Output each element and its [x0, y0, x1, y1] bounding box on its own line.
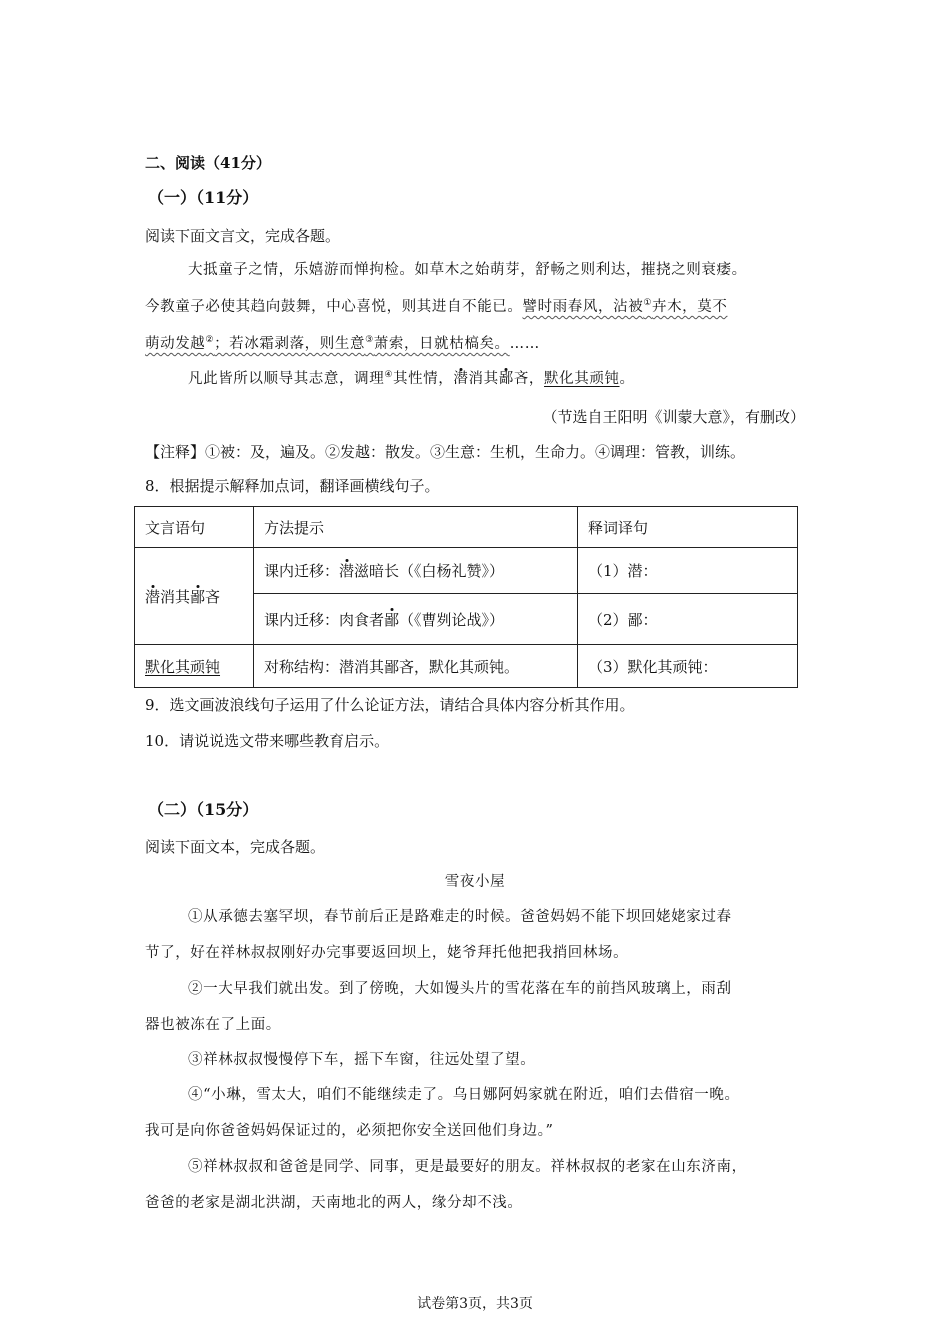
story-paragraph-4a: ④“小琳，雪太大，咱们不能继续走了。乌日娜阿妈家就在附近，咱们去借宿一晚。	[188, 1087, 740, 1103]
story-paragraph-2a: ②一大早我们就出发。到了傍晚，大如馒头片的雪花落在车的前挡风玻璃上，雨刮	[188, 981, 732, 997]
classical-text-line-2	[145, 296, 727, 318]
underlined-sentence: 默化其顽钝	[544, 371, 620, 387]
answer-cell: （3）默化其顽钝：	[578, 645, 798, 688]
annotation-notes: 【注释】①被：及，遍及。②发越：散发。③生意：生机，生命力。④调理：管教，训练。	[145, 443, 746, 461]
sentence-cell: 潜消其鄙吝	[135, 548, 254, 645]
part2-instruction: 阅读下面文本，完成各题。	[145, 838, 326, 856]
table-header-row	[135, 507, 798, 548]
story-paragraph-2b: 器也被冻在了上面。	[145, 1017, 281, 1033]
story-paragraph-1a: ①从承德去塞罕坝，春节前后正是路难走的时候。爸爸妈妈不能下坝回姥姥家过春	[188, 909, 732, 925]
classical-text-line-1: 大抵童子之情，乐嬉游而惮拘检。如草木之始萌芽，舒畅之则利达，摧挠之则衰痿。	[188, 262, 747, 278]
note-mark-3: ③	[365, 335, 374, 346]
dotted-char-qian: 潜	[453, 371, 469, 387]
story-paragraph-1b: 节了，好在祥林叔叔刚好办完事要返回坝上，姥爷拜托他把我捎回林场。	[145, 945, 629, 961]
classical-text-line-3: 萌动发越②；若冰霜剥落，则生意③萧索，日就枯槁矣。……	[145, 335, 540, 352]
answer-cell: （1）潜：	[578, 548, 798, 594]
hint-cell: 对称结构：潜消其鄙吝，默化其顽钝。	[254, 645, 578, 688]
source-citation: （节选自王阳明《训蒙大意》，有删改）	[542, 408, 805, 426]
classical-text-line-4: 凡此皆所以顺导其志意，调理④其性情，潜消其鄙吝，默化其顽钝。	[188, 370, 635, 387]
note-mark-1: ①	[643, 298, 652, 309]
story-paragraph-3: ③祥林叔叔慢慢停下车，摇下车窗，往远处望了望。	[188, 1052, 536, 1068]
question-10: 10．请说说选文带来哪些教育启示。	[145, 732, 390, 750]
dotted-char-bi: 鄙	[498, 371, 514, 387]
part2-title: （二）（15分）	[148, 800, 259, 819]
part1-instruction: 阅读下面文言文，完成各题。	[145, 227, 341, 245]
header-cell: 方法提示	[254, 507, 578, 548]
story-paragraph-5b: 爸爸的老家是湖北洪湖，天南地北的两人，缘分却不浅。	[145, 1195, 523, 1211]
page-footer: 试卷第3页，共3页	[417, 1296, 533, 1312]
story-paragraph-4b: 我可是向你爸爸妈妈保证过的，必须把你安全送回他们身边。”	[145, 1123, 554, 1139]
story-title: 雪夜小屋	[444, 874, 506, 890]
sentence-cell: 默化其顽钝	[135, 645, 254, 688]
hint-cell: 课内迁移：潜滋暗长（《白杨礼赞》）	[254, 548, 578, 594]
part1-title: （一）（11分）	[148, 188, 259, 207]
story-paragraph-5a: ⑤祥林叔叔和爸爸是同学、同事，更是最要好的朋友。祥林叔叔的老家在山东济南，	[188, 1159, 747, 1175]
question-8-prompt: 8．根据提示解释加点词，翻译画横线句子。	[145, 477, 440, 495]
table-row	[135, 548, 798, 594]
header-cell: 文言语句	[135, 507, 254, 548]
header-cell: 释词译句	[578, 507, 798, 548]
wavy-sentence-a: 譬时雨春风，沾被①卉木，莫不	[522, 298, 728, 315]
table-row	[135, 645, 798, 688]
wavy-sentence-b: 萌动发越②；若冰霜剥落，则生意③萧索，日就枯槁矣。	[145, 335, 510, 352]
hint-cell: 课内迁移：肉食者鄙（《曹刿论战》）	[254, 594, 578, 645]
note-mark-2: ②	[205, 335, 215, 346]
question-8-table	[134, 506, 798, 688]
section-title: 二、阅读（41分）	[145, 154, 271, 172]
note-mark-4: ④	[384, 370, 393, 381]
question-9: 9．选文画波浪线句子运用了什么论证方法，请结合具体内容分析其作用。	[145, 696, 635, 714]
line-2-plain: 今教童子必使其趋向鼓舞，中心喜悦，则其进自不能已。	[145, 299, 523, 315]
answer-cell: （2）鄙：	[578, 594, 798, 645]
